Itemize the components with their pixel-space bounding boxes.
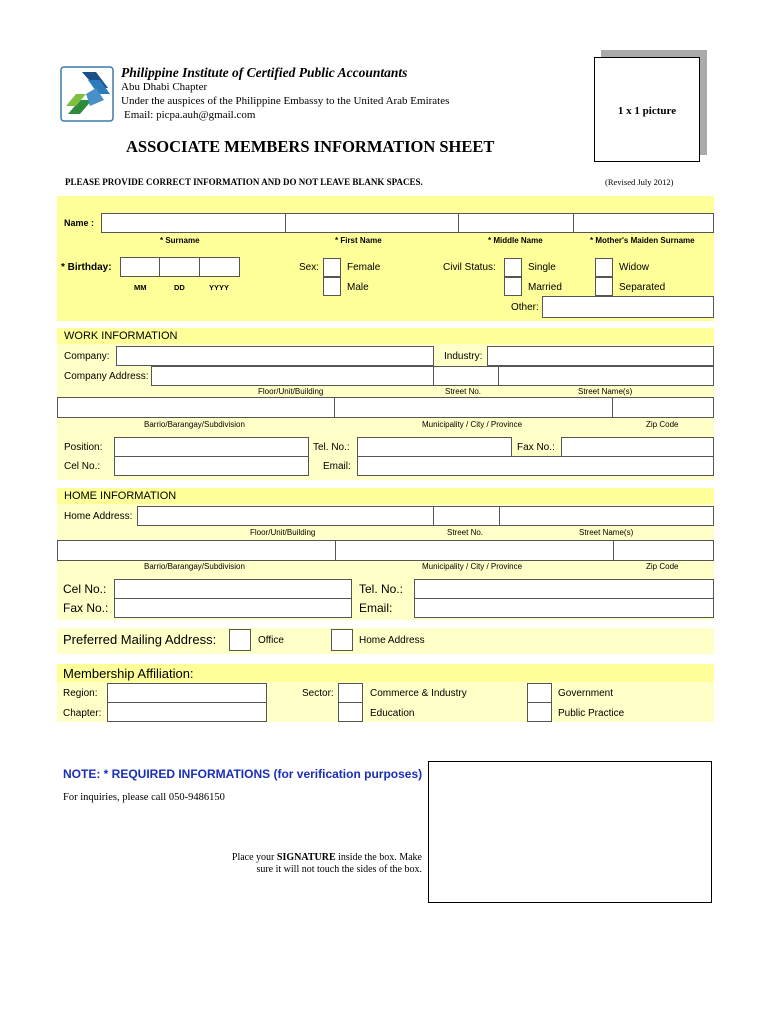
- sex-label: Sex:: [299, 262, 320, 273]
- picture-label: 1 x 1 picture: [617, 105, 677, 117]
- name-label: Name :: [64, 218, 95, 228]
- position-label: Position:: [64, 442, 103, 453]
- home-municipality-input[interactable]: [335, 540, 614, 561]
- home-municipality-caption: Municipality / City / Province: [422, 562, 523, 571]
- home-street-no-caption: Street No.: [447, 528, 484, 537]
- middle-name-input[interactable]: [458, 213, 574, 233]
- form-title: ASSOCIATE MEMBERS INFORMATION SHEET: [126, 137, 495, 156]
- work-floor-caption: Floor/Unit/Building: [258, 387, 324, 396]
- inquiries-text: For inquiries, please call 050-9486150: [63, 792, 225, 803]
- chapter-name: Abu Dhabi Chapter: [121, 81, 208, 93]
- home-zip-input[interactable]: [613, 540, 714, 561]
- work-street-name-input[interactable]: [498, 366, 714, 386]
- work-email-input[interactable]: [357, 456, 714, 476]
- commerce-checkbox[interactable]: [338, 683, 363, 703]
- surname-caption: * Surname: [160, 236, 200, 245]
- home-street-name-caption: Street Name(s): [579, 528, 634, 537]
- office-checkbox[interactable]: [229, 629, 251, 651]
- position-input[interactable]: [114, 437, 309, 457]
- maiden-surname-caption: * Mother's Maiden Surname: [590, 236, 695, 245]
- work-floor-input[interactable]: [151, 366, 434, 386]
- birthday-mm-input[interactable]: [120, 257, 160, 277]
- public-practice-checkbox[interactable]: [527, 702, 552, 722]
- widow-checkbox[interactable]: [595, 258, 613, 277]
- work-municipality-input[interactable]: [334, 397, 613, 418]
- home-floor-input[interactable]: [137, 506, 434, 526]
- home-heading: HOME INFORMATION: [64, 490, 177, 502]
- industry-label: Industry:: [444, 351, 483, 362]
- public-practice-label: Public Practice: [558, 708, 625, 719]
- signature-box[interactable]: [428, 761, 712, 903]
- home-tel-input[interactable]: [414, 579, 714, 599]
- single-label: Single: [528, 262, 556, 273]
- work-barrio-caption: Barrio/Barangay/Subdivision: [144, 420, 245, 429]
- home-barrio-input[interactable]: [57, 540, 336, 561]
- work-zip-input[interactable]: [612, 397, 714, 418]
- commerce-label: Commerce & Industry: [370, 688, 467, 699]
- education-label: Education: [370, 708, 415, 719]
- dd-caption: DD: [174, 283, 185, 292]
- signature-keyword: SIGNATURE: [276, 852, 336, 863]
- government-checkbox[interactable]: [527, 683, 552, 703]
- signature-instruction: [200, 852, 422, 876]
- required-note: NOTE: * REQUIRED INFORMATIONS (for verification purposes): [63, 767, 423, 781]
- maiden-surname-input[interactable]: [573, 213, 714, 233]
- signature-instruction-line2: sure it will not touch the sides of the box.: [256, 864, 422, 875]
- birthday-yyyy-input[interactable]: [199, 257, 240, 277]
- male-checkbox[interactable]: [323, 277, 341, 296]
- header-email: Email: picpa.auh@gmail.com: [124, 109, 256, 121]
- office-label: Office: [258, 635, 284, 646]
- home-cel-label: Cel No.:: [63, 582, 107, 596]
- home-barrio-caption: Barrio/Barangay/Subdivision: [144, 562, 245, 571]
- civil-status-label: Civil Status:: [443, 262, 496, 273]
- company-label: Company:: [64, 351, 110, 362]
- mailing-label: Preferred Mailing Address:: [63, 632, 217, 647]
- female-checkbox[interactable]: [323, 258, 341, 277]
- signature-instruction-post: inside the box. Make: [335, 852, 422, 863]
- other-label: Other:: [511, 302, 539, 313]
- surname-input[interactable]: [101, 213, 286, 233]
- company-input[interactable]: [116, 346, 434, 366]
- work-tel-label: Tel. No.:: [313, 442, 350, 453]
- home-fax-label: Fax No.:: [63, 601, 109, 615]
- education-checkbox[interactable]: [338, 702, 363, 722]
- work-street-no-caption: Street No.: [445, 387, 482, 396]
- picture-box[interactable]: [594, 57, 700, 162]
- work-municipality-caption: Municipality / City / Province: [422, 420, 523, 429]
- male-label: Male: [347, 282, 369, 293]
- female-label: Female: [347, 262, 381, 273]
- yyyy-caption: YYYY: [209, 283, 230, 292]
- married-checkbox[interactable]: [504, 277, 522, 296]
- government-label: Government: [558, 688, 614, 699]
- work-zip-caption: Zip Code: [646, 420, 679, 429]
- home-zip-caption: Zip Code: [646, 562, 679, 571]
- work-tel-input[interactable]: [357, 437, 512, 457]
- separated-checkbox[interactable]: [595, 277, 613, 296]
- first-name-input[interactable]: [285, 213, 459, 233]
- work-barrio-input[interactable]: [57, 397, 335, 418]
- separated-label: Separated: [619, 282, 666, 293]
- logo: [60, 66, 114, 122]
- region-input[interactable]: [107, 683, 267, 703]
- other-input[interactable]: [542, 296, 714, 318]
- membership-heading: Membership Affiliation:: [63, 666, 194, 681]
- birthday-label: * Birthday:: [61, 262, 112, 273]
- work-fax-label: Fax No.:: [517, 442, 555, 453]
- revised-text: (Revised July 2012): [605, 177, 674, 187]
- work-fax-input[interactable]: [561, 437, 714, 457]
- work-cel-input[interactable]: [114, 456, 309, 476]
- home-address-option-label: Home Address: [359, 635, 425, 646]
- work-heading: WORK INFORMATION: [64, 330, 178, 342]
- home-email-input[interactable]: [414, 598, 714, 618]
- widow-label: Widow: [619, 262, 650, 273]
- home-street-no-input[interactable]: [433, 506, 500, 526]
- work-cel-label: Cel No.:: [64, 461, 101, 472]
- industry-input[interactable]: [487, 346, 714, 366]
- auspices-text: Under the auspices of the Philippine Embassy to the United Arab Emirates: [121, 95, 450, 107]
- home-address-checkbox[interactable]: [331, 629, 353, 651]
- region-label: Region:: [63, 688, 98, 699]
- work-email-label: Email:: [323, 461, 351, 472]
- work-street-no-input[interactable]: [433, 366, 499, 386]
- home-cel-input[interactable]: [114, 579, 352, 599]
- mm-caption: MM: [134, 283, 147, 292]
- chapter-label: Chapter:: [63, 708, 102, 719]
- middle-name-caption: * Middle Name: [488, 236, 543, 245]
- org-name: Philippine Institute of Certified Public Accountants: [121, 65, 408, 80]
- single-checkbox[interactable]: [504, 258, 522, 277]
- instruction-text: PLEASE PROVIDE CORRECT INFORMATION AND DO NOT LEAVE BLANK SPACES.: [65, 177, 423, 187]
- birthday-dd-input[interactable]: [159, 257, 200, 277]
- work-street-name-caption: Street Name(s): [578, 387, 633, 396]
- married-label: Married: [528, 282, 562, 293]
- home-email-label: Email:: [359, 601, 393, 615]
- sector-label: Sector:: [302, 688, 334, 699]
- home-street-name-input[interactable]: [499, 506, 714, 526]
- chapter-input[interactable]: [107, 702, 267, 722]
- home-address-label: Home Address:: [64, 511, 133, 522]
- home-floor-caption: Floor/Unit/Building: [250, 528, 316, 537]
- home-tel-label: Tel. No.:: [359, 582, 404, 596]
- home-fax-input[interactable]: [114, 598, 352, 618]
- company-address-label: Company Address:: [64, 371, 149, 382]
- first-name-caption: * First Name: [335, 236, 382, 245]
- signature-instruction-pre: Place your: [231, 852, 277, 863]
